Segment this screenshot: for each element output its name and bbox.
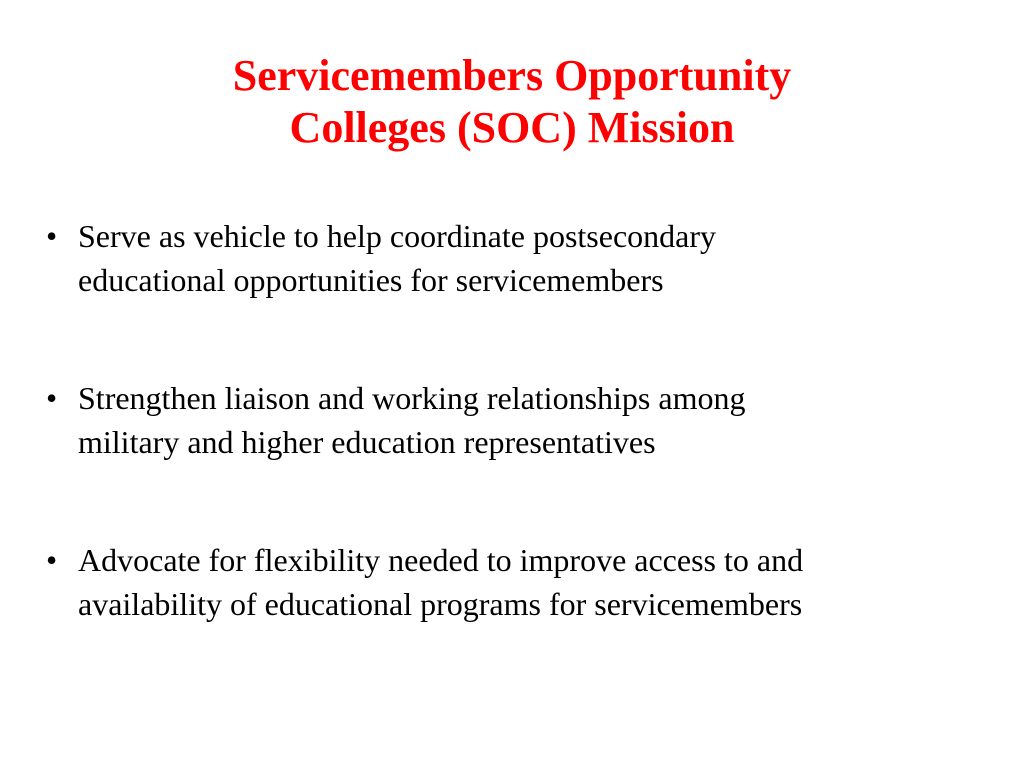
bullet-text-line: military and higher education representatives bbox=[78, 424, 656, 460]
bullet-item bbox=[46, 214, 996, 302]
bullet-item bbox=[46, 538, 996, 626]
title-line-2: Colleges (SOC) Mission bbox=[289, 103, 735, 152]
bullet-text-line: educational opportunities for servicemembers bbox=[78, 262, 664, 298]
bullet-text-line: Strengthen liaison and working relationships among bbox=[78, 380, 746, 416]
bullet-item bbox=[46, 376, 996, 464]
bullet-dot-icon: • bbox=[46, 218, 58, 254]
bullet-dot-icon: • bbox=[46, 380, 58, 416]
title-line-1: Servicemembers Opportunity bbox=[232, 51, 792, 100]
slide-title bbox=[0, 50, 1024, 154]
bullet-text-line: Serve as vehicle to help coordinate postsecondary bbox=[78, 218, 716, 254]
bullet-text-line: availability of educational programs for servicemembers bbox=[78, 586, 803, 622]
bullet-list bbox=[46, 214, 996, 700]
bullet-dot-icon: • bbox=[46, 542, 58, 578]
bullet-text-line: Advocate for flexibility needed to improve access to and bbox=[78, 542, 804, 578]
